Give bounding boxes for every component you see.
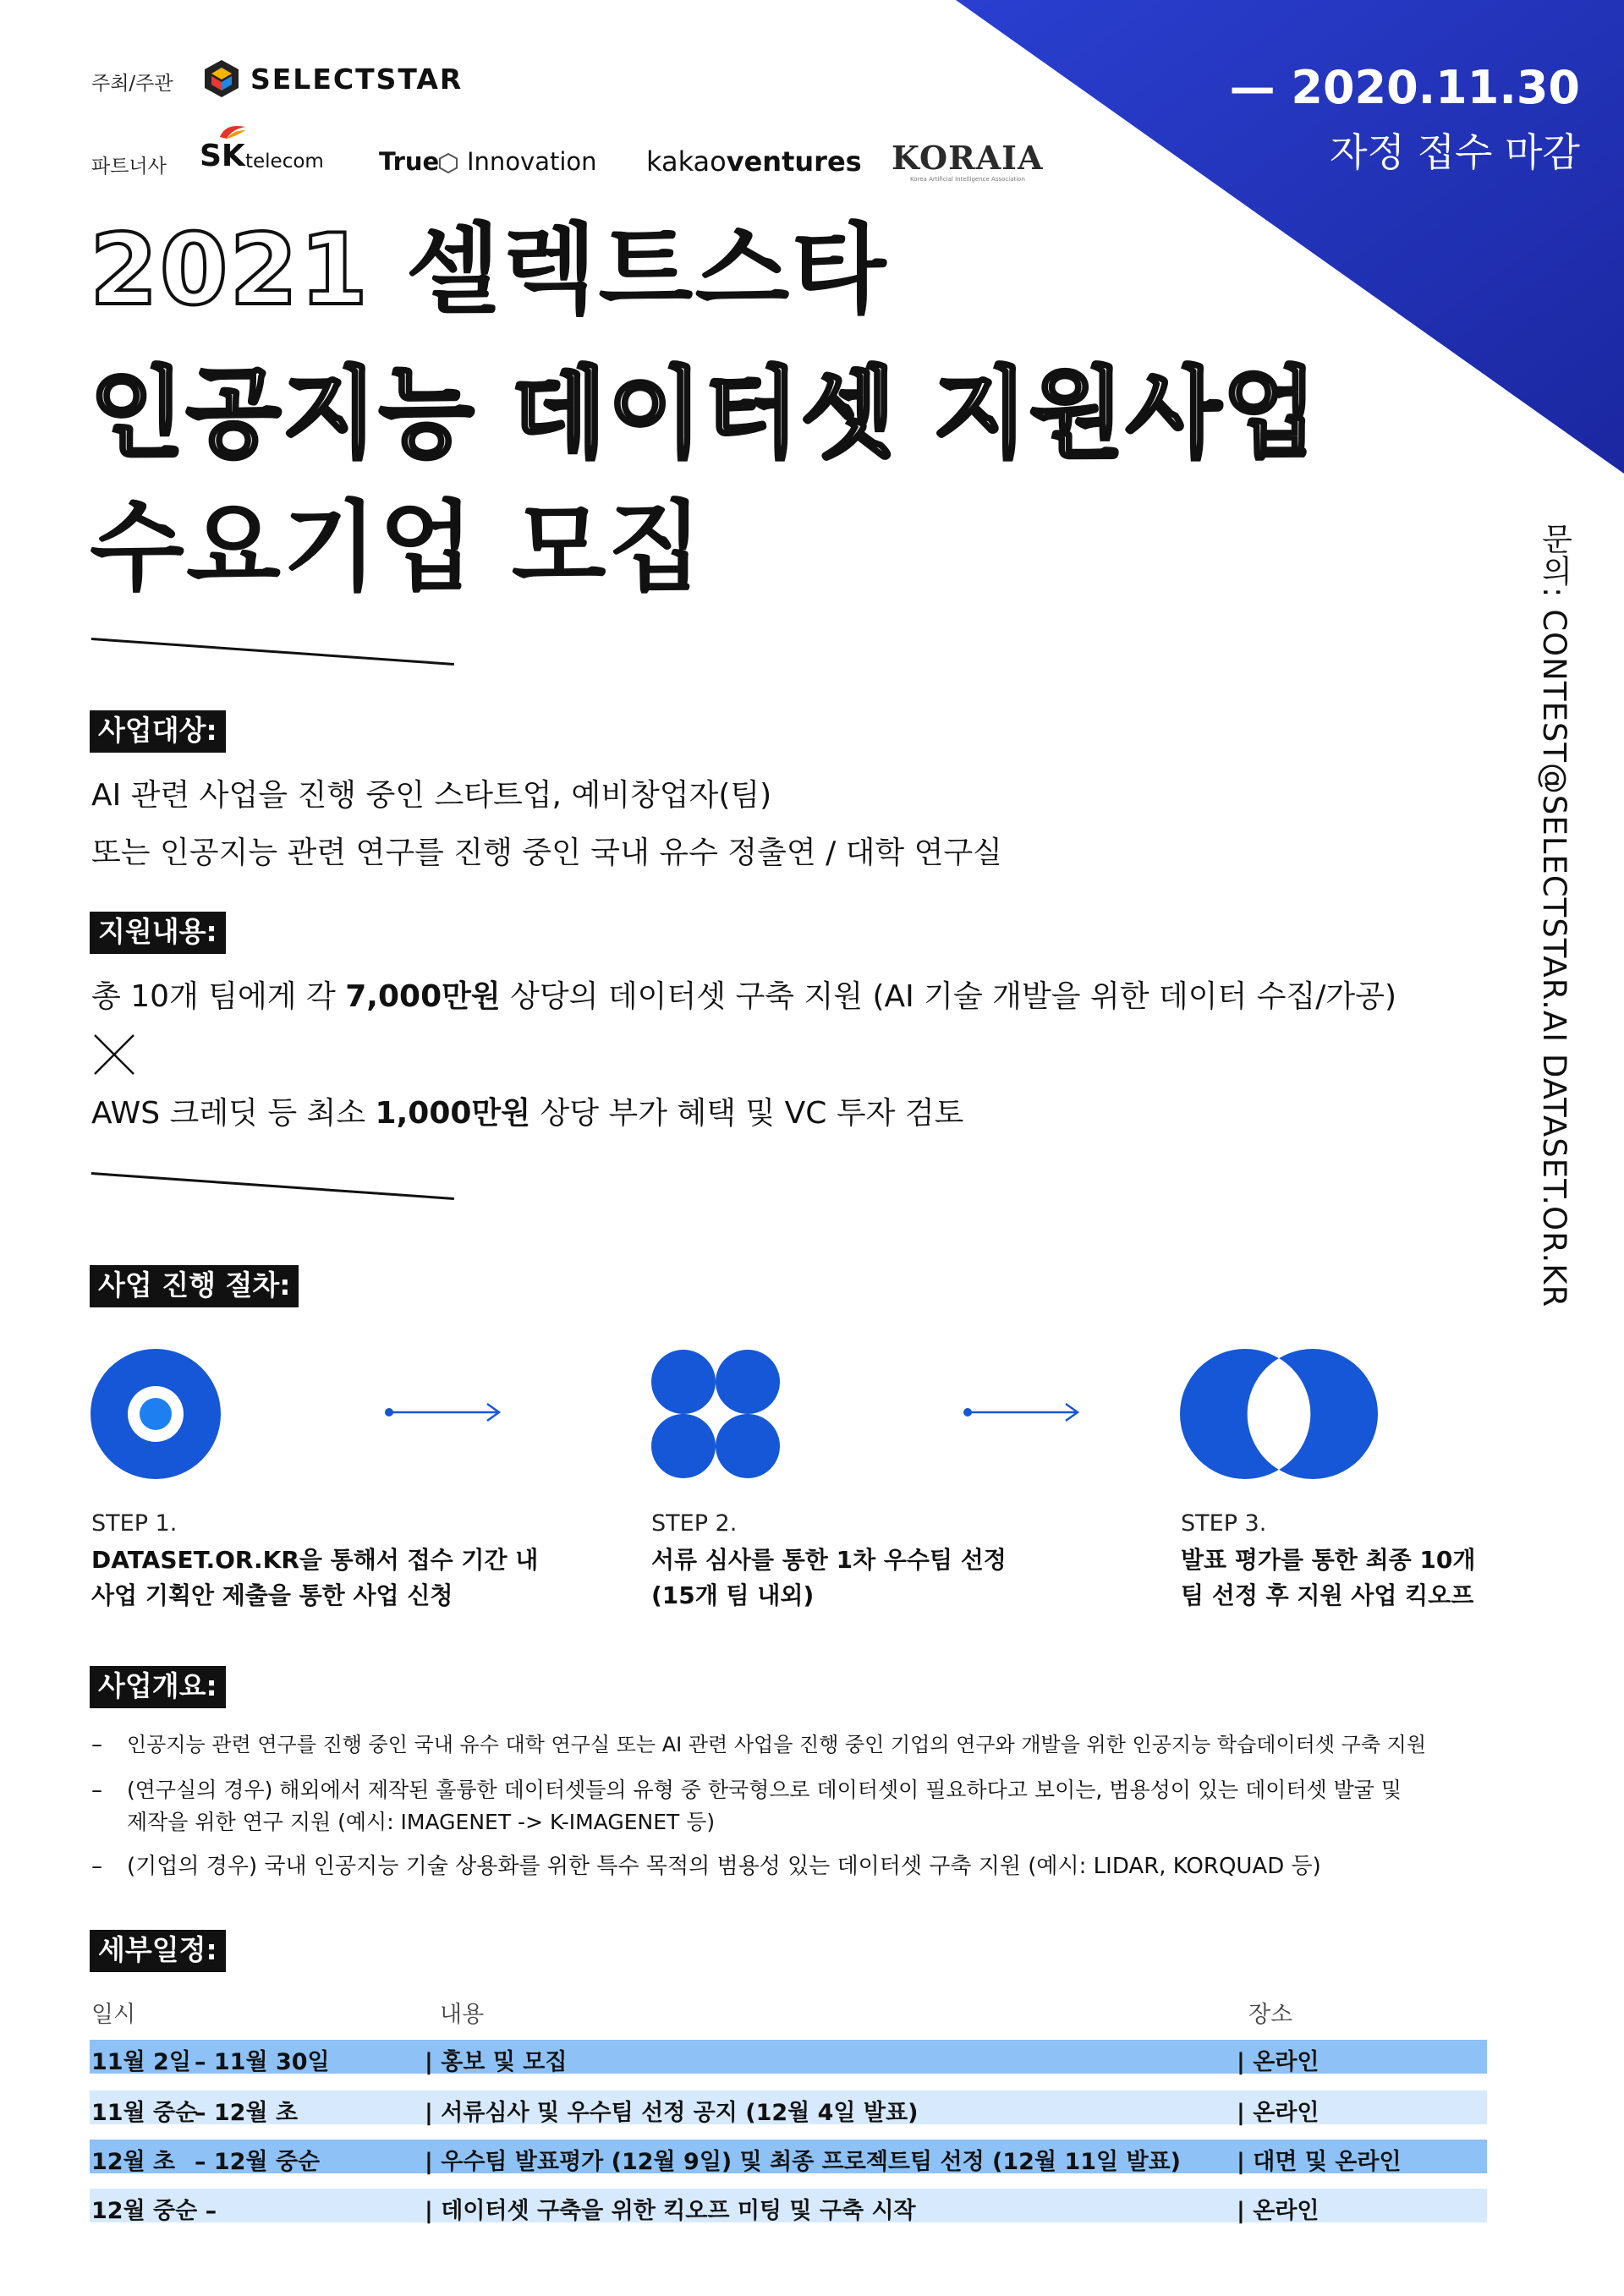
contact-info: 문의: CONTEST@SELECTSTAR.AI DATASET.OR.KR <box>1536 523 1572 1308</box>
hexagon-icon <box>438 152 458 174</box>
schedule-row <box>90 2040 1487 2074</box>
support-line-2-a: AWS 크레딧 등 최소 <box>91 1096 376 1131</box>
overview-label: 사업개요: <box>90 1666 226 1708</box>
step-2-desc <box>651 1543 1007 1614</box>
step-2-clover-icon <box>650 1348 782 1480</box>
koraia-subtext: Korea Artificial Intelligence Association <box>910 176 1025 183</box>
selectstar-logo-text: SELECTSTAR <box>250 63 464 96</box>
title-line-3: 수요기업 모집 <box>90 490 705 605</box>
schedule-row-3-place: | 대면 및 온라인 <box>1237 2149 1402 2175</box>
title-selectstar: 셀렉트스타 <box>405 213 888 327</box>
schedule-row-2-content: | 서류심사 및 우수팀 선정 공지 (12월 4일 발표) <box>425 2100 919 2126</box>
partner-label: 파트너사 <box>91 156 167 178</box>
schedule-row-4-content: | 데이터셋 구축을 위한 킥오프 미팅 및 구축 시작 <box>425 2198 916 2224</box>
schedule-row-1-place: | 온라인 <box>1237 2049 1320 2075</box>
support-amount-2: 1,000만원 <box>375 1096 530 1131</box>
deadline-date: — 2020.11.30 <box>1229 61 1580 114</box>
support-line-1-a: 총 10개 팀에게 각 <box>91 979 346 1014</box>
sk-text: SK <box>200 139 245 173</box>
overview-item-2-line-1: (연구실의 경우) 해외에서 제작된 훌륭한 데이터셋들의 유형 중 한국형으로 데이터셋이 필요하다고 보이는, 범용성이 있는 데이터셋 발굴 및 <box>127 1778 1402 1802</box>
step-1-desc-line-2: 사업 기획안 제출을 통한 사업 신청 <box>91 1581 453 1609</box>
step-3-title: STEP 3. <box>1181 1510 1267 1537</box>
schedule-row-1-content: | 홍보 및 모집 <box>425 2049 568 2075</box>
overview-item-3-text: (기업의 경우) 국내 인공지능 기술 상용화를 위한 특수 목적의 범용성 있는 데이터셋 구축 지원 (예시: LIDAR, KORQUAD 등) <box>127 1854 1321 1879</box>
support-line-1-c: 상당의 데이터셋 구축 지원 (AI 기술 개발을 위한 데이터 수집/가공) <box>500 979 1396 1014</box>
schedule-row-2-end: – 12월 초 <box>195 2100 299 2126</box>
true-text: True <box>379 147 440 176</box>
title-year: 2021 <box>90 213 370 327</box>
telecom-text: telecom <box>245 151 324 173</box>
schedule-row-3-start: 12월 초 <box>91 2149 176 2175</box>
schedule-row-4-place: | 온라인 <box>1237 2198 1320 2224</box>
step-3-desc <box>1181 1543 1475 1614</box>
schedule-row <box>90 2189 1487 2222</box>
innovation-text: Innovation <box>467 147 597 176</box>
schedule-row-3-content: | 우수팀 발표평가 (12월 9일) 및 최종 프로젝트팀 선정 (12월 11일 발표) <box>425 2149 1182 2175</box>
schedule-header-place: 장소 <box>1248 2002 1293 2028</box>
schedule-header-date: 일시 <box>91 2002 136 2028</box>
step-2-title: STEP 2. <box>651 1510 738 1537</box>
schedule-row <box>90 2140 1487 2173</box>
step-2-desc-line-2: (15개 팀 내외) <box>651 1581 815 1609</box>
schedule-row-2-place: | 온라인 <box>1237 2100 1320 2126</box>
schedule-row-4-start: 12월 중순 – <box>91 2198 217 2224</box>
step-3-desc-line-1: 발표 평가를 통한 최종 10개 <box>1181 1546 1476 1574</box>
support-line-1 <box>91 973 1396 1016</box>
schedule-row-1-end: – 11월 30일 <box>195 2049 330 2075</box>
step-2-desc-line-1: 서류 심사를 통한 1차 우수팀 선정 <box>651 1546 1007 1574</box>
target-label: 사업대상: <box>90 710 226 753</box>
kakao-text: kakao <box>646 145 727 178</box>
step-1-desc <box>91 1543 538 1614</box>
title-line-2: 인공지능 데이터셋 지원사업 <box>90 357 1320 471</box>
divider-line <box>91 1172 454 1200</box>
support-amount-1: 7,000만원 <box>345 979 501 1014</box>
step-3-overlap-icon <box>1179 1348 1379 1480</box>
schedule-label: 세부일정: <box>90 1930 226 1972</box>
support-label: 지원내용: <box>90 912 226 954</box>
support-line-2 <box>91 1089 963 1132</box>
schedule-row-3-end: – 12월 중순 <box>195 2149 321 2175</box>
title-line-1 <box>90 213 888 327</box>
deadline-text: 자정 접수 마감 <box>1330 129 1580 175</box>
schedule-row <box>90 2091 1487 2124</box>
koraia-text: KORAIA <box>892 139 1044 177</box>
target-line-2: 또는 인공지능 관련 연구를 진행 중인 국내 유수 정출연 / 대학 연구실 <box>91 836 1002 870</box>
cross-icon <box>93 1033 135 1076</box>
selectstar-logo-icon <box>203 59 240 98</box>
overview-item-2-line-2: 제작을 위한 연구 지원 (예시: IMAGENET -> K-IMAGENET 등) <box>127 1810 716 1834</box>
schedule-row-1-start: 11월 2일 <box>91 2049 191 2075</box>
step-3-desc-line-2: 팀 선정 후 지원 사업 킥오프 <box>1181 1581 1474 1609</box>
process-label: 사업 진행 절차: <box>90 1265 299 1307</box>
schedule-row-2-start: 11월 중순 <box>91 2100 198 2126</box>
host-label: 주최/주관 <box>91 73 173 95</box>
support-line-2-c: 상당 부가 혜택 및 VC 투자 검토 <box>529 1096 964 1131</box>
overview-item-1-text: 인공지능 관련 연구를 진행 중인 국내 유수 대학 연구실 또는 AI 관련 사업을 진행 중인 기업의 연구와 개발을 위한 인공지능 학습데이터셋 구축 지원 <box>127 1733 1426 1756</box>
arrow-right-icon <box>961 1402 1083 1422</box>
ventures-text: ventures <box>726 145 862 178</box>
step-1-target-icon <box>90 1348 222 1480</box>
target-line-1: AI 관련 사업을 진행 중인 스타트업, 예비창업자(팀) <box>91 778 772 813</box>
kakao-ventures-logo <box>646 145 862 178</box>
arrow-right-icon <box>382 1402 504 1422</box>
step-1-title: STEP 1. <box>91 1510 178 1537</box>
sk-butterfly-icon <box>218 123 247 140</box>
schedule-header-content: 내용 <box>440 2002 485 2028</box>
step-1-desc-line-1: DATASET.OR.KR을 통해서 접수 기간 내 <box>91 1546 539 1574</box>
divider-line <box>91 638 454 666</box>
